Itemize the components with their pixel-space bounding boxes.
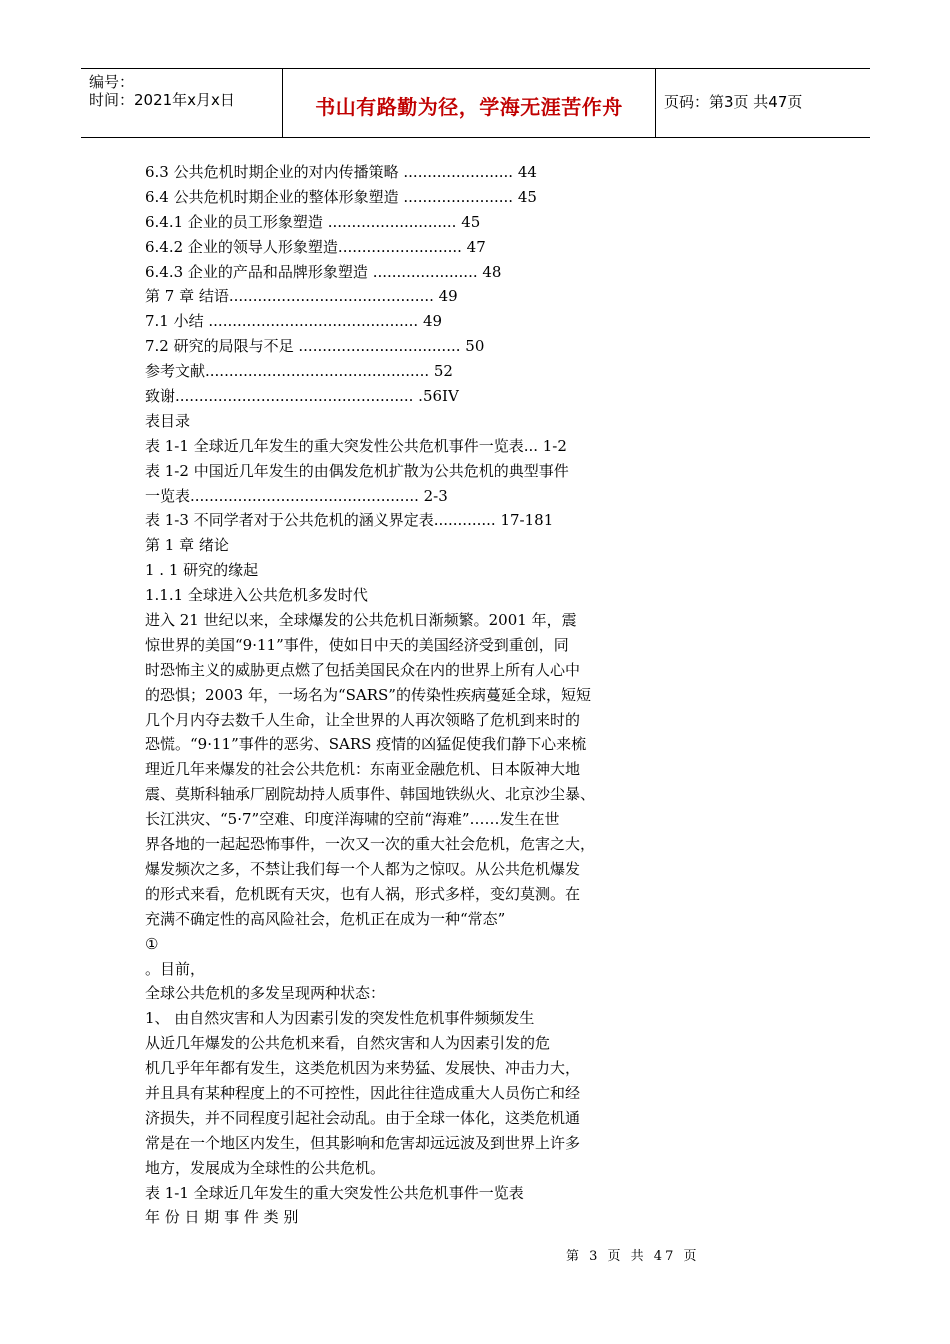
text-line: 6.4.1 企业的员工形象塑造 ........................... 45 [145,212,481,231]
text-line: 进入 21 世纪以来，全球爆发的公共危机日渐频繁。2001 年，震 [145,611,577,630]
text-line: 一览表................................................ 2-3 [145,486,448,505]
text-line: 1 . 1 研究的缘起 [145,561,259,580]
text-line: 的形式来看，危机既有天灾，也有人祸，形式多样，变幻莫测。在 [145,884,581,903]
header-left-cell [81,69,283,137]
text-line: 的恐惧；2003 年，一场名为“SARS”的传染性疾病蔓延全球，短短 [145,685,591,704]
document-code: 编号： [89,73,135,91]
text-line: 表 1-1 全球近几年发生的重大突发性公共危机事件一览表 [145,1183,524,1202]
text-line: 济损失，并不同程度引起社会动乱。由于全球一体化，这类危机通 [145,1108,581,1127]
text-line: 并且具有某种程度上的不可控性，因此往往造成重大人员伤亡和经 [145,1083,581,1102]
text-line: 表 1-3 不同学者对于公共危机的涵义界定表............. 17-181 [145,511,554,530]
text-line: 第 1 章 绪论 [145,536,229,555]
text-line: 6.4.3 企业的产品和品牌形象塑造 ...................... 48 [145,262,502,281]
document-body [145,160,665,1230]
text-line: 1、 由自然灾害和人为因素引发的突发性危机事件频频发生 [145,1009,535,1028]
text-line: 地方，发展成为全球性的公共危机。 [145,1158,386,1177]
text-line: 从近几年爆发的公共危机来看，自然灾害和人为因素引发的危 [145,1034,551,1053]
text-line: 表 1-2 中国近几年发生的由偶发危机扩散为公共危机的典型事件 [145,461,569,480]
text-line: 机几乎年年都有发生，这类危机因为来势猛、发展快、冲击力大， [145,1059,581,1078]
text-line: 震、莫斯科轴承厂剧院劫持人质事件、韩国地铁纵火、北京沙尘暴、 [145,785,596,804]
text-line: 全球公共危机的多发呈现两种状态： [145,984,386,1003]
text-line: 6.3 公共危机时期企业的对内传播策略 ....................... 44 [145,163,537,181]
header-center-cell [283,69,656,137]
text-line: 常是在一个地区内发生，但其影响和危害却远远波及到世界上许多 [145,1133,581,1152]
header-right-cell [656,69,870,137]
text-line: 6.4.2 企业的领导人形象塑造.......................... 47 [145,237,486,256]
page-footer: 第 3 页 共 47 页 [566,1249,700,1264]
text-line: 年 份 日 期 事 件 类 别 [145,1208,299,1227]
text-line: 7.2 研究的局限与不足 .................................. 50 [145,337,485,356]
text-line: 7.1 小结 ............................................ 49 [145,312,443,331]
text-line: 参考文献............................................... 52 [145,362,453,381]
text-line: 界各地的一起起恐怖事件，一次又一次的重大社会危机，危害之大， [145,835,596,854]
text-line: 爆发频次之多，不禁让我们每一个人都为之惊叹。从公共危机爆发 [145,859,581,878]
text-line: 第 7 章 结语........................................... 49 [145,287,458,306]
document-date: 时间：2021年x月x日 [89,91,235,109]
text-line: 几个月内夺去数千人生命，让全世界的人再次领略了危机到来时的 [145,710,581,729]
header-motto: 书山有路勤为径，学海无涯苦作舟 [315,95,623,119]
text-line: 表 1-1 全球近几年发生的重大突发性公共危机事件一览表... 1-2 [145,436,567,455]
header-table [81,68,870,138]
text-line: 表目录 [145,411,191,430]
text-line: 。目前， [145,959,206,978]
text-line: ① [145,934,159,953]
text-line: 1.1.1 全球进入公共危机多发时代 [145,586,368,605]
text-line: 6.4 公共危机时期企业的整体形象塑造 ....................... 45 [145,187,537,206]
text-line: 充满不确定性的高风险社会，危机正在成为一种“常态” [145,909,506,928]
text-line: 长江洪灾、“5·7”空难、印度洋海啸的空前“海难”……发生在世 [145,810,560,829]
text-line: 惊世界的美国“9·11”事件，使如日中天的美国经济受到重创，同 [145,635,569,654]
header-page-info: 页码：第3页 共47页 [664,93,803,111]
text-line: 时恐怖主义的威胁更点燃了包括美国民众在内的世界上所有人心中 [145,660,581,679]
text-line: 致谢.................................................. .56IV [145,387,459,406]
text-line: 恐慌。“9·11”事件的恶劣、SARS 疫情的凶猛促使我们静下心来梳 [145,735,587,754]
text-line: 理近几年来爆发的社会公共危机：东南亚金融危机、日本阪神大地 [145,760,581,779]
